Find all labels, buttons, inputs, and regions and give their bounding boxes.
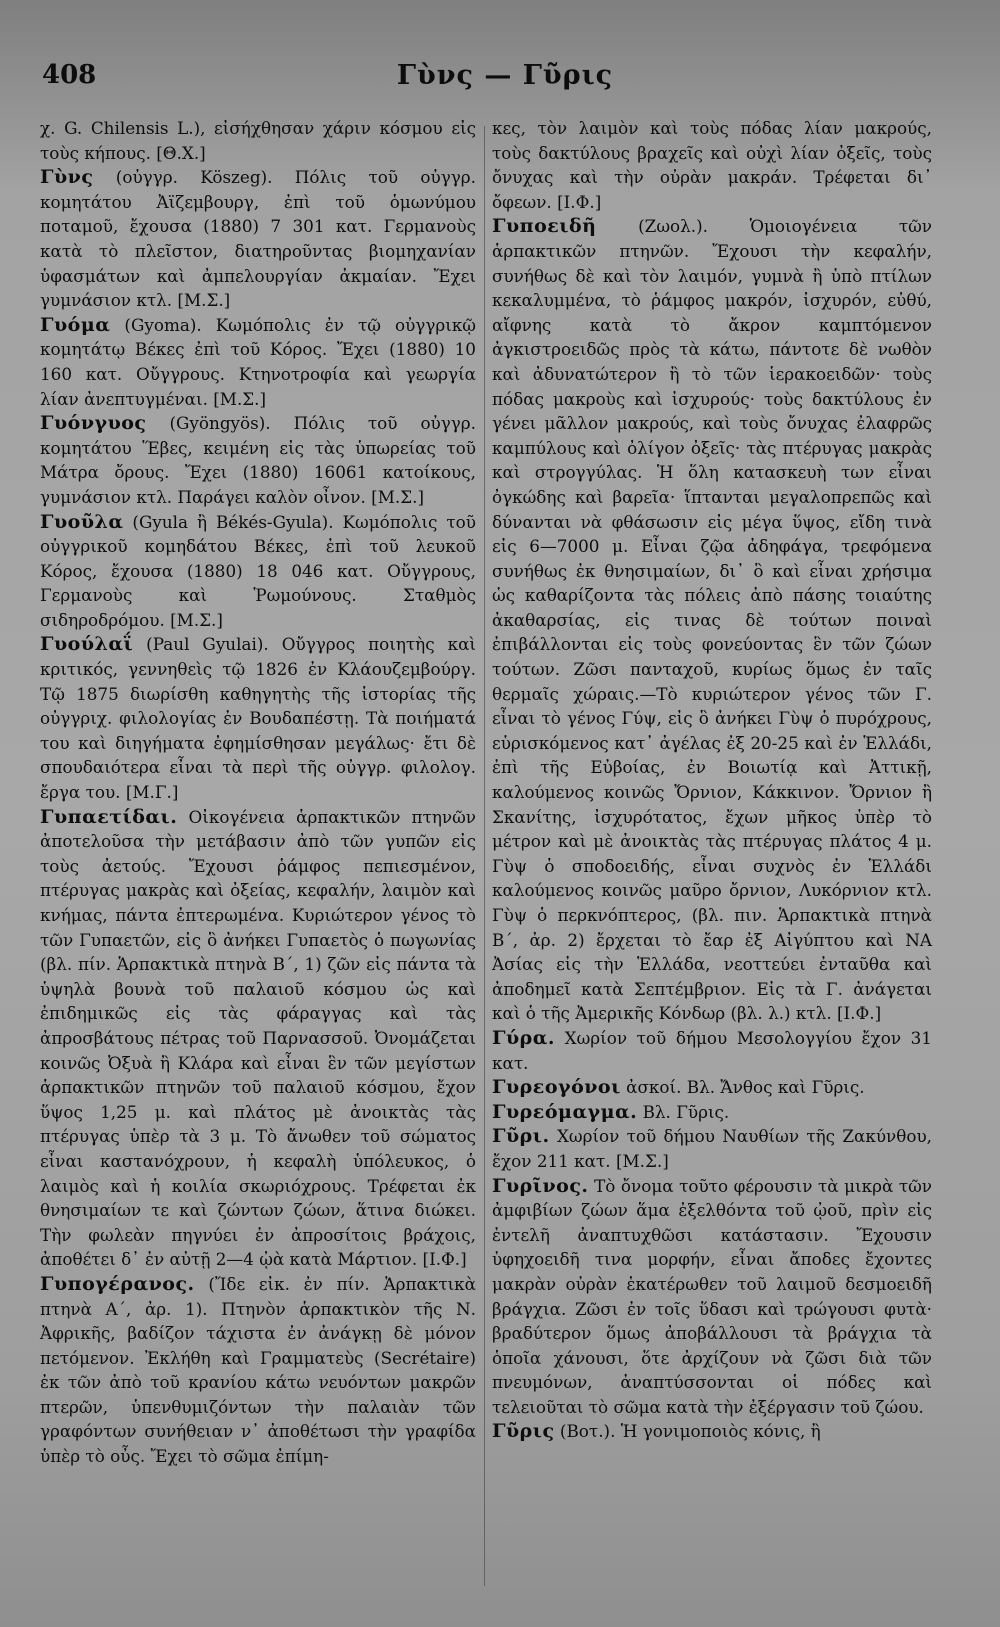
entry-text: (Paul Gyulai). Οὔγγρος ποιητὴς καὶ κριτικός, γεννηθεὶς τῷ 1826 ἐν Κλάουζεμβούργ. Τῷ 1875 διωρίσθη καθηγητὴς τῆς ἱστορίας τῆς οὐγγριχ. φιλολογίας ἐν Βουδαπέστῃ. Τὰ ποιήματά του καὶ διηγήματα ἐφημίσθησαν μεγάλως· ἔτι δὲ σπουδαιότερα εἶναι τὰ περὶ τῆς οὐγγρ. φιλολογ. ἔργα του. [Μ.Γ.]: [40, 634, 476, 803]
entry-text: Οἰκογένεια ἁρπακτικῶν πτηνῶν ἀποτελοῦσα τὴν μετάβασιν ἀπὸ τῶν γυπῶν εἰς τοὺς ἀετούς. Ἔχουσι ῥάμφος πεπιεσμένον, πτέρυγας μακρὰς καὶ ὀξείας, κεφαλήν, λαιμὸν καὶ κνήμας, πάντα ἐπτερωμένα. Κυριώτερον γένος τὸ τῶν Γυπαετῶν, εἰς ὃ ἀνήκει Γυπαετὸς ὁ πωγωνίας (βλ. πίν. Ἁρπακτικὰ πτηνὰ Β΄, 1) ζῶν εἰς πάντα τὰ ὑψηλὰ βουνὰ τοῦ παλαιοῦ κόσμου ὡς καὶ ἐπιδημικῶς εἰς τὰς φάραγγας καὶ τὰς ἀπροσβάτους πέτρας τοῦ Παρνασσοῦ. Ὀνομάζεται κοινῶς Ὀξυὰ ἢ Κλάρα καὶ εἶναι ἓν τῶν μεγίστων ἁρπακτικῶν πτηνῶν τοῦ παλαιοῦ κόσμου, ἔχον ὕψος 1,25 μ. καὶ πλάτος μὲ ἀνοικτὰς τὰς πτέρυγας ὑπὲρ τὰ 3 μ. Τὸ ἄνωθεν τοῦ σώματος εἶναι καστανόχρουν, ἡ κεφαλὴ ὑπόλευκος, ὁ λαιμὸς καὶ ἡ κοιλία σκωριόχρους. Τρέφεται ἐκ θνησιμαίων τε καὶ ζώντων ζώων, ἅτινα διώκει. Τὴν φωλεὰν πηγνύει ἐν ἀπροσίτοις βράχοις, ἀποθέτει δ᾽ ἐν αὐτῇ 2—4 ᾠὰ κατὰ Μάρτιον. [Ι.Φ.]: [40, 806, 476, 1270]
entry-text: Βλ. Γῦρις.: [642, 1101, 730, 1122]
dictionary-entry: [40, 411, 476, 509]
entry-headword: Γυόμα: [40, 313, 111, 336]
dictionary-entry: [492, 1124, 932, 1173]
entry-text: Χωρίον τοῦ δήμου Ναυθίων τῆς Ζακύνθου, ἔχον 211 κατ. [Μ.Σ.]: [492, 1126, 933, 1171]
dictionary-entry: [40, 632, 476, 804]
dictionary-entry: [492, 1419, 932, 1444]
dictionary-entry: [492, 1075, 932, 1100]
page-number: 408: [42, 60, 97, 90]
entry-text: (Βοτ.). Ἡ γονιμοποιὸς κόνις, ἢ: [559, 1421, 821, 1442]
dictionary-entry: [40, 116, 476, 165]
dictionary-entry: [40, 510, 476, 633]
entry-headword: Γυπαετίδαι.: [40, 805, 178, 828]
entry-text: Τὸ ὄνομα τοῦτο φέρουσιν τὰ μικρὰ τῶν ἀμφιβίων ζώων ἅμα ἐξελθόντα τοῦ ᾠοῦ, πρὶν εἰς ἐντελῆ ἀναπτυχθῶσι κατάστασιν. Ἔχουσιν ὑφηχοειδῆ τινα μορφήν, εἶναι ἄποδες ἔχοντες μακρὰν οὐρὰν ἑκατέρωθεν τοῦ λαιμοῦ δεσμοειδῆ βράγχια. Ζῶσι ἐν τοῖς ὕδασι καὶ τρώγουσι φυτὰ· βραδύτερον ὅμως ἀποβάλλουσι τὰ βράγχια τὰ ὁποῖα χάνουσι, ὅτε ἀρχίζουν νὰ ζῶσι διὰ τῶν πνευμόνων, ἀναπτύσσονται οἱ πόδες καὶ τελειοῦται τὸ σῶμα κατὰ τὴν ἐξέργασιν τοῦ ζώου.: [492, 1175, 932, 1417]
entry-headword: Γῦρις: [492, 1420, 555, 1443]
entry-text: Χωρίον τοῦ δήμου Μεσολογγίου ἔχον 31 κατ.: [492, 1027, 932, 1073]
column-divider: [484, 126, 485, 1586]
dictionary-entry: [492, 1100, 932, 1125]
entry-headword: Γύρα.: [492, 1026, 556, 1049]
running-head: Γὺνς — Γῦρις: [396, 60, 614, 91]
entry-text: (Gyula ἢ Békés-Gyula). Κωμόπολις τοῦ οὐγγρικοῦ κομηδάτου Βέκες, ἐπὶ τοῦ λευκοῦ Κόρος, ἔχουσα (1880) 18 046 κατ. Οὔγγρους, Γερμανοὺς καὶ Ῥωμούνους. Σταθμὸς σιδηροδρόμου. [Μ.Σ.]: [40, 511, 476, 630]
dictionary-entry: [492, 1026, 932, 1075]
entry-text: κες, τὸν λαιμὸν καὶ τοὺς πόδας λίαν μακρούς, τοὺς δακτύλους βραχεῖς καὶ οὐχὶ λίαν ὀξεῖς, τοὺς ὄνυχας καὶ τὴν οὐρὰν μακράν. Τρέφεται δι᾽ ὄφεων. [Ι.Φ.]: [492, 118, 932, 212]
dictionary-entry: [40, 313, 476, 411]
dictionary-entry: [40, 165, 476, 313]
entry-text: (Gyoma). Κωμόπολις ἐν τῷ οὐγγρικῷ κομητάτῳ Βέκες ἐπὶ τοῦ Κόρος. Ἔχει (1880) 10 160 κατ. Οὔγγρους. Κτηνοτροφία καὶ γεωργία λίαν ἀνεπτυγμέναι. [Μ.Σ.]: [40, 314, 476, 409]
dictionary-entry: [492, 1174, 932, 1420]
entry-text: χ. G. Chilensis L.), εἰσήχθησαν χάριν κόσμου εἰς τοὺς κήπους. [Θ.Χ.]: [40, 118, 476, 163]
entry-headword: Γυποειδῆ: [492, 215, 597, 238]
entry-headword: Γυρεογόνοι: [492, 1076, 621, 1099]
entry-headword: Γυρεόμαγμα.: [492, 1100, 638, 1123]
page-header: [40, 60, 970, 100]
entry-headword: Γυούλαΐ: [40, 633, 134, 656]
entry-headword: Γῦρι.: [492, 1125, 550, 1148]
dictionary-entry: [40, 1272, 476, 1469]
entry-text: (οὐγγρ. Köszeg). Πόλις τοῦ οὐγγρ. κομητάτου Ἀϊζεμβουργ, ἐπὶ τοῦ ὁμωνύμου ποταμοῦ, ἔχουσα (1880) 7 301 κατ. Γερμανοὺς κατὰ τὸ πλεῖστον, διατηροῦντας βιομηχανίαν ὑφασμάτων καὶ ἀμπελουργίαν ἀκμαίαν. Ἔχει γυμνάσιον κτλ. [Μ.Σ.]: [40, 167, 476, 311]
right-column: [492, 116, 932, 1444]
entry-headword: Γυόνγυος: [40, 412, 147, 435]
dictionary-entry: [492, 116, 932, 214]
entry-headword: Γυοῦλα: [40, 510, 124, 533]
dictionary-entry: [40, 805, 476, 1272]
dictionary-entry: [492, 214, 932, 1026]
entry-text: (Ζωολ.). Ὁμοιογένεια τῶν ἁρπακτικῶν πτηνῶν. Ἔχουσι τὴν κεφαλήν, συνήθως δὲ καὶ τὸν λαιμόν, γυμνὰ ἢ ὑπὸ πτίλων κεκαλυμμένα, τὸ ῥάμφος μακρόν, ἰσχυρόν, εὐθύ, αἴφνης κατὰ τὸ ἄκρον καμπτόμενον ἀγκιστροειδῶς πρὸς τὰ κάτω, πάντοτε δὲ νωθὸν καὶ ἀδυνατώτερον ἢ τὸ τῶν ἱερακοειδῶν· τοὺς πόδας μακροὺς καὶ ἰσχυρούς· τοὺς δακτύλους ἐν γένει μᾶλλον μακρούς, καὶ τοὺς ὄνυχας ἐλαφρῶς καμπύλους καὶ ὀλίγον ὀξεῖς· τὰς πτέρυγας μακρὰς καὶ στρογγύλας. Ἡ ὅλη κατασκευὴ των εἶναι ὀγκώδης καὶ βαρεῖα· ἵπτανται μεγαλοπρεπῶς καὶ δύνανται νὰ φθάσωσιν εἰς μέγα ὕψος, εἴδη τινὰ εἰς 6—7000 μ. Εἶναι ζῷα ἀδηφάγα, τρεφόμενα συνήθως ἐκ θνησιμαίων, δι᾽ ὃ καὶ εἶναι χρήσιμα ὡς καθαρίζοντα τὰς πόλεις ἀπὸ πάσης τοιαύτης ἀκαθαρσίας, εἰς τινας δὲ τούτων ποιναὶ ἐπιβάλλονται εἰς τοὺς φονεύοντας ἓν τῶν ζώων τούτων. Ζῶσι πανταχοῦ, κυρίως ὅμως ἐν ταῖς θερμαῖς χώραις.—Τὸ κυριώτερον γένος τῶν Γ. εἶναι τὸ γένος Γύψ, εἰς ὃ ἀνήκει Γὺψ ὁ πυρόχρους, εὑρισκόμενος κατ᾽ ἀγέλας ἐξ 20-25 καὶ ἐν Ἑλλάδι, ἐπὶ τῆς Εὐβοίας, ἐν Βοιωτίᾳ καὶ Ἀττικῇ, καλούμενος κοινῶς Ὄρνιον, Κάκκινον. Ὄρνιον ἢ Σκανίτης, ἰσχυρότατος, ἔχων μῆκος ὑπὲρ τὸ μέτρον καὶ μὲ ἀνοικτὰς τὰς πτέρυγας πλάτος 4 μ. Γὺψ ὁ σποδοειδής, εἶναι συχνὸς ἐν Ἑλλάδι καλούμενος κοινῶς μαῦρο ὄρνιον, Λυκόρνιον κτλ. Γὺψ ὁ περκνόπτερος, (βλ. πιν. Ἁρπακτικὰ πτηνὰ Β΄, ἀρ. 2) ἔρχεται τὸ ἔαρ ἐξ Αἰγύπτου καὶ ΝΑ Ἀσίας εἰς τὴν Ἑλλάδα, νεοττεύει ἐνταῦθα καὶ ἀποδημεῖ κατὰ Σεπτέμβριον. Εἰς τὰ Γ. ἀνάγεται καὶ ὁ τῆς Ἀμερικῆς Κόνδωρ (βλ. λ.) κτλ. [Ι.Φ.]: [492, 216, 932, 1024]
entry-headword: Γυπογέρανος.: [40, 1272, 195, 1295]
entry-headword: Γυρῖνος.: [492, 1174, 589, 1197]
entry-headword: Γὺνς: [40, 166, 94, 189]
entry-text: (Gyöngyös). Πόλις τοῦ οὐγγρ. κομητάτου Ἕβες, κειμένη εἰς τὰς ὑπωρείας τοῦ Μάτρα ὄρους. Ἔχει (1880) 16061 κατοίκους, γυμνάσιον κτλ. Παράγει καλὸν οἶνον. [Μ.Σ.]: [40, 413, 477, 507]
entry-text: ἀσκοί. Βλ. Ἄνθος καὶ Γῦρις.: [626, 1077, 865, 1098]
left-column: [40, 116, 476, 1469]
entry-text: (Ἴδε εἰκ. ἐν πίν. Ἁρπακτικὰ πτηνὰ Α΄, ἀρ. 1). Πτηνὸν ἁρπακτικὸν τῆς Ν. Ἀφρικῆς, βαδίζον τάχιστα ἐν ἀνάγκῃ δὲ μόνον πετόμενον. Ἐκλήθη καὶ Γραμματεὺς (Secrétaire) ἐκ τῶν ἀπὸ τοῦ κρανίου κάτω νευόντων μακρῶν πτερῶν, ὑπενθυμιζόντων τὴν παλαιὰν τῶν γραφόντων συνήθειαν ν᾽ ἀποθέτωσι τὴν γραφίδα ὑπὲρ τὸ οὖς. Ἔχει τὸ σῶμα ἐπίμη-: [40, 1273, 476, 1467]
